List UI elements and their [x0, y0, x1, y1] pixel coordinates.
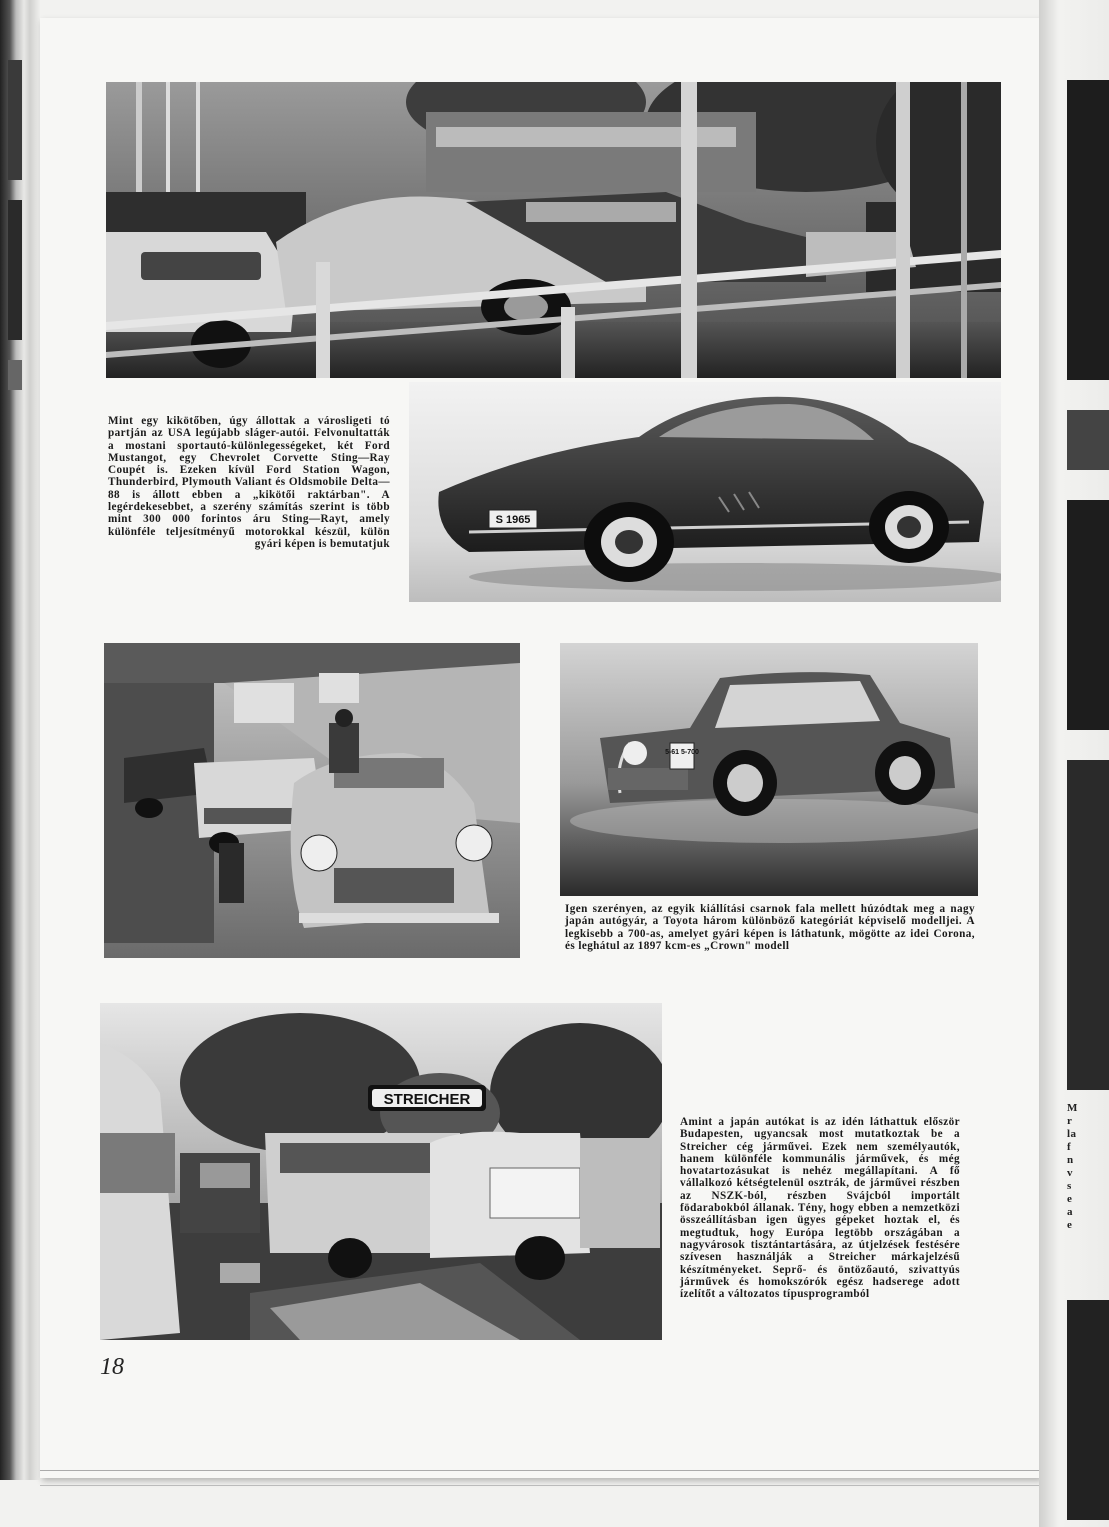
adjacent-page-text-fragments: M r la f n v s e a e	[1067, 1102, 1078, 1231]
scan-binding-edge	[0, 0, 40, 1480]
page-stack-edge	[40, 1470, 1040, 1486]
photo-streicher-vehicles	[100, 1003, 662, 1340]
caption-usa-cars: Mint egy kikötőben, úgy állottak a városligeti tó partján az USA legújabb sláger-autói. Felvonultatták a mostani sportautó-különlegességeket, két Ford Mustangot, egy Chevrolet Corvette Sting—Ray Coupét is. Ezeken kívül Ford Station Wagon, Thunderbird, Plymouth Valiant és Oldsmobile Delta—88 is állott ebben a „kikötői raktárban". A legérdekesebbet, a szerény számítás szerint is több mint 300 000 forintos áru Sting—Rayt, amely különféle teljesítményű motorokkal készül, külön gyári képen is bemutatjuk	[108, 415, 390, 550]
adjacent-page-edge	[1039, 0, 1109, 1527]
photo-toyota-700	[560, 643, 978, 896]
page-number: 18	[100, 1354, 124, 1380]
caption-streicher: Amint a japán autókat is az idén láthattuk először Budapesten, ugyancsak most mutatkoztak be a Streicher cég járművei. Ezek nem személyautók, hanem különféle kommunális járművek, és még hovatartozásukat is nehéz megállapítani. A fő vállalkozó kétségtelenül osztrák, de járművei részben az NSZK-ból, részben Svájcból importált födarabokból állanak. Tény, hogy ebben a nemzetközi összeállításban igen ügyes gépeket hoztak el, és megtudtuk, hogy Európa legtöbb országában a nagyvárosok tisztántartására, az útjelzések festésére szívesen használják a Streicher márkajelzésű készítményeket. Seprő- és öntözőautó, szivattyús járművek és homokszórók egész hadserege adott ízelítőt a változatos típusprogramból	[680, 1116, 960, 1301]
corvette-license-plate: S 1965	[495, 514, 531, 526]
photo-corvette-sting-ray	[409, 382, 1001, 602]
caption-toyota: Igen szerényen, az egyik kiállítási csarnok fala mellett húzódtak meg a nagy japán autógyár, a Toyota három különböző kategóriát képviselő modelljei. A legkisebb a 700-as, amelyet gyári képen is láthatunk, mögötte az idei Corona, és leghátul az 1897 kcm-es „Crown" modell	[565, 903, 975, 952]
photo-toyota-exhibition-hall	[104, 643, 520, 958]
toyota-license-plate: 5-61 5-700	[665, 749, 699, 756]
photo-usa-cars-lakeside	[106, 82, 1001, 378]
streicher-sign: STREICHER	[383, 1091, 471, 1108]
